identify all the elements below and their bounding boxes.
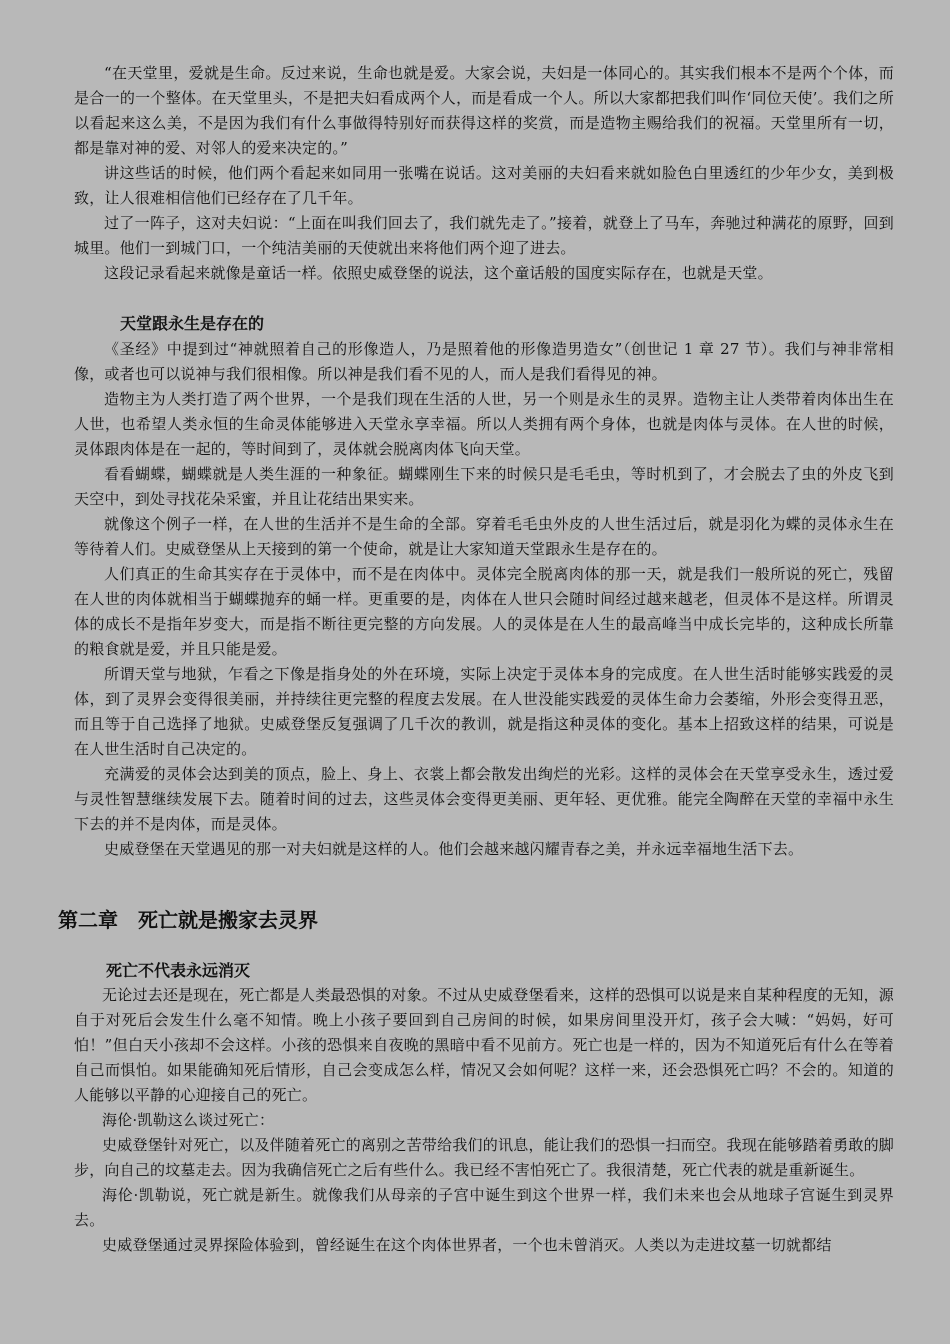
section-heaven-eternal-life	[74, 337, 894, 862]
paragraph: 这段记录看起来就像是童话一样。依照史威登堡的说法，这个童话般的国度实际存在，也就是天堂。	[104, 264, 773, 282]
section-heaven-couple	[74, 61, 894, 286]
section-heading-wrap	[120, 311, 820, 337]
paragraph: 看看蝴蝶，蝴蝶就是人类生涯的一种象征。蝴蝶刚生下来的时候只是毛毛虫，等时机到了，才会脱去了虫的外皮飞到天空中，到处寻找花朵采蜜，并且让花结出果实来。	[74, 465, 894, 508]
paragraph: 造物主为人类打造了两个世界，一个是我们现在生活的人世，另一个则是永生的灵界。造物主让人类带着肉体出生在人世，也希望人类永恒的生命灵体能够进入天堂永享幸福。所以人类拥有两个身体，也就是肉体与灵体。在人世的时候，灵体跟肉体是在一起的，等时间到了，灵体就会脱离肉体飞向天堂。	[74, 390, 894, 458]
chapter-title: 第二章 死亡就是搬家去灵界	[58, 908, 318, 932]
paragraph: “在天堂里，爱就是生命。反过来说，生命也就是爱。大家会说，夫妇是一体同心的。其实我们根本不是两个个体，而是合一的一个整体。在天堂里头，不是把夫妇看成两个人，而是看成一个人。所以大家都把我们叫作‘同位天使’。我们之所以看起来这么美，不是因为我们有什么事做得特别好而获得这样的奖赏，而是造物主赐给我们的祝福。天堂里所有一切，都是靠对神的爱、对邻人的爱来决定的。”	[74, 64, 894, 157]
paragraph: 讲这些话的时候，他们两个看起来如同用一张嘴在说话。这对美丽的夫妇看来就如脸色白里透红的少年少女，美到极致，让人很难相信他们已经存在了几千年。	[74, 164, 894, 207]
section-death-not-end	[74, 983, 894, 1258]
section-heading: 天堂跟永生是存在的	[120, 314, 265, 333]
section-heading-wrap	[106, 958, 806, 984]
paragraph: 就像这个例子一样，在人世的生活并不是生命的全部。穿着毛毛虫外皮的人世生活过后，就是羽化为蝶的灵体永生在等待着人们。史威登堡从上天接到的第一个使命，就是让大家知道天堂跟永生是存在的。	[74, 515, 894, 558]
paragraph: 海伦·凯勒这么谈过死亡：	[102, 1111, 275, 1129]
paragraph: 所谓天堂与地狱，乍看之下像是指身处的外在环境，实际上决定于灵体本身的完成度。在人世生活时能够实践爱的灵体，到了灵界会变得很美丽，并持续往更完整的程度去发展。在人世没能实践爱的灵体生命力会萎缩，外形会变得丑恶，而且等于自己选择了地狱。史威登堡反复强调了几千次的教训，就是指这种灵体的变化。基本上招致这样的结果，可说是在人世生活时自己决定的。	[74, 665, 894, 758]
paragraph: 《圣经》中提到过“神就照着自己的形像造人，乃是照着他的形像造男造女”（创世记 1 章 27 节）。我们与神非常相像，或者也可以说神与我们很相像。所以神是我们看不见的人，而人是我们看得见的神。	[74, 340, 894, 383]
paragraph: 过了一阵子，这对夫妇说：“上面在叫我们回去了，我们就先走了。”接着，就登上了马车，奔驰过种满花的原野，回到城里。他们一到城门口，一个纯洁美丽的天使就出来将他们两个迎了进去。	[74, 214, 894, 257]
quote-paragraph: 史威登堡针对死亡，以及伴随着死亡的离别之苦带给我们的讯息，能让我们的恐惧一扫而空。我现在能够踏着勇敢的脚步，向自己的坟墓走去。因为我确信死亡之后有些什么。我已经不害怕死亡了。我很清楚，死亡代表的就是重新诞生。	[74, 1136, 894, 1179]
paragraph: 充满爱的灵体会达到美的顶点，脸上、身上、衣裳上都会散发出绚烂的光彩。这样的灵体会在天堂享受永生，透过爱与灵性智慧继续发展下去。随着时间的过去，这些灵体会变得更美丽、更年轻、更优雅。能完全陶醉在天堂的幸福中永生下去的并不是肉体，而是灵体。	[74, 765, 894, 833]
paragraph: 人们真正的生命其实存在于灵体中，而不是在肉体中。灵体完全脱离肉体的那一天，就是我们一般所说的死亡，残留在人世的肉体就相当于蝴蝶抛弃的蛹一样。更重要的是，肉体在人世只会随时间经过越来越老，但灵体不是这样。所谓灵体的成长不是指年岁变大，而是指不断往更完整的方向发展。人的灵体是在人生的最高峰当中成长完毕的，这种成长所靠的粮食就是爱，并且只能是爱。	[74, 565, 894, 658]
paragraph: 无论过去还是现在，死亡都是人类最恐惧的对象。不过从史威登堡看来，这样的恐惧可以说是来自某种程度的无知，源自于对死后会发生什么毫不知情。晚上小孩子要回到自己房间的时候，如果房间里没开灯，孩子会大喊：“妈妈，好可怕！”但白天小孩却不会这样。小孩的恐惧来自夜晚的黑暗中看不见前方。死亡也是一样的，因为不知道死后有什么在等着自己而惧怕。如果能确知死后情形，自己会变成怎么样，情况又会如何呢？这样一来，还会恐惧死亡吗？不会的。知道的人能够以平静的心迎接自己的死亡。	[74, 986, 894, 1104]
paragraph: 史威登堡在天堂遇见的那一对夫妇就是这样的人。他们会越来越闪耀青春之美，并永远幸福地生活下去。	[104, 840, 804, 858]
paragraph: 海伦·凯勒说，死亡就是新生。就像我们从母亲的子宫中诞生到这个世界一样，我们未来也会从地球子宫诞生到灵界去。	[74, 1186, 894, 1229]
chapter-title-wrap	[58, 905, 888, 935]
section-heading: 死亡不代表永远消灭	[106, 961, 251, 980]
paragraph: 史威登堡通过灵界探险体验到，曾经诞生在这个肉体世界者，一个也未曾消灭。人类以为走进坟墓一切就都结	[102, 1236, 832, 1254]
